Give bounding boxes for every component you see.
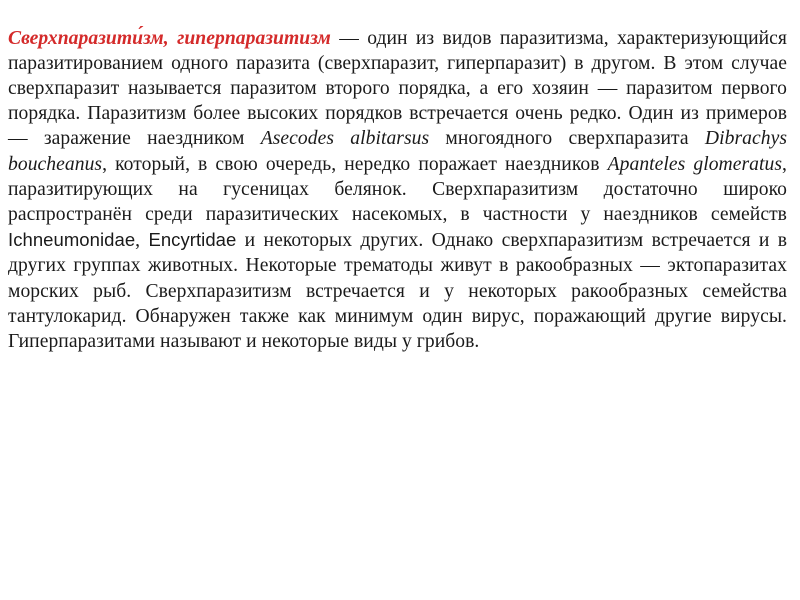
text-segment: , bbox=[135, 230, 149, 252]
text-segment: многоядного сверхпаразита bbox=[429, 128, 705, 150]
article-paragraph bbox=[8, 26, 787, 355]
species-name: Dibrachys boucheanus bbox=[8, 128, 787, 175]
species-name: Asecodes albitarsus bbox=[260, 128, 430, 150]
text-segment: , паразитирующих на гусеницах белянок. Сверхпаразитизм достаточно широко распространён среди паразитических насекомых, в частности у наездников семейств bbox=[8, 153, 787, 226]
family-name: Encyrtidae bbox=[148, 229, 237, 251]
term-separator: , bbox=[163, 27, 178, 49]
family-name: Ichneumonidae bbox=[8, 229, 136, 251]
term-hyperparasitism: гиперпаразитизм bbox=[177, 27, 331, 49]
text-segment: — один из видов паразитизма, характеризующийся паразитированием одного паразита (сверхпаразит, гиперпаразит) в другом. В этом случае сверхпаразит называется паразитом второго порядка, а его хозяин — паразитом первого порядка. Паразитизм более высоких порядков встречается очень редко. Один из примеров — заражение наездником bbox=[8, 27, 787, 150]
term-superparasitism: Сверхпаразити́зм bbox=[8, 27, 164, 49]
species-name: Apanteles glomeratus bbox=[607, 153, 783, 175]
text-segment: и некоторых других. Однако сверхпаразитизм встречается и в других группах животных. Некоторые трематоды живут в ракообразных — эктопаразитах морских рыб. Сверхпаразитизм встречается и у некоторых ракообразных семейства тантулокарид. Обнаружен также как минимум один вирус, поражающий другие вирусы. Гиперпаразитами называют и некоторые виды у грибов. bbox=[8, 230, 788, 353]
text-segment: , который, в свою очередь, нередко поражает наездников bbox=[102, 153, 608, 175]
